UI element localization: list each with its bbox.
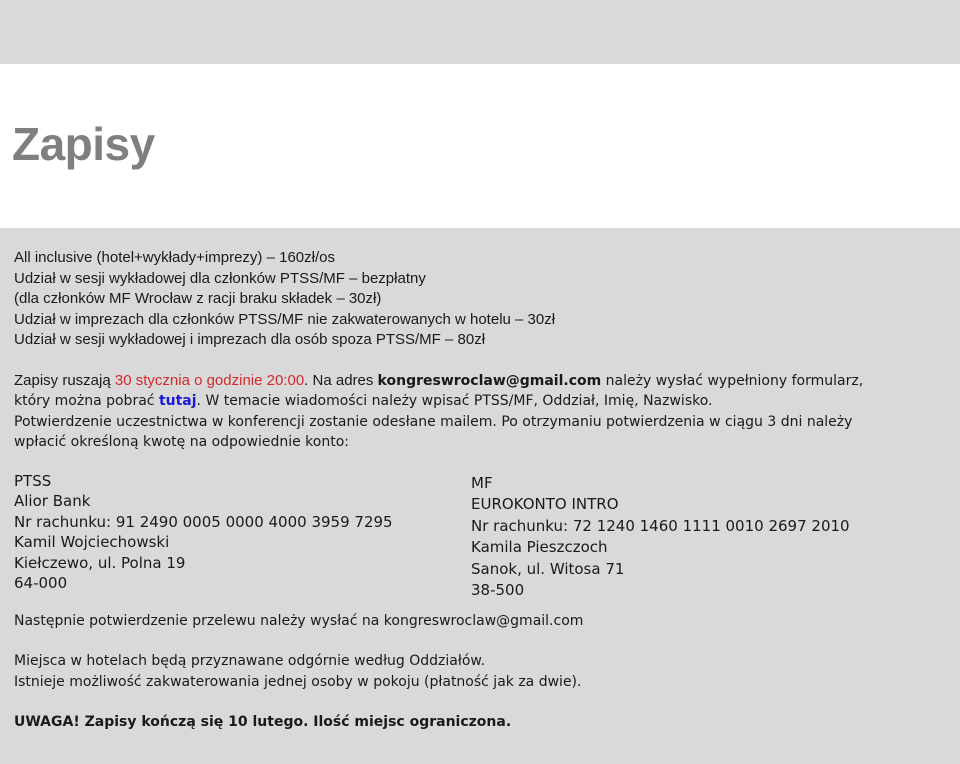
price-item: All inclusive (hotel+wykłady+imprezy) – 160zł/os — [14, 249, 335, 266]
account-line: Nr rachunku: 91 2490 0005 0000 4000 3959 7295 — [14, 512, 393, 531]
account-line: Nr rachunku: 72 1240 1460 1111 0010 2697 2010 — [471, 516, 850, 535]
accounts — [14, 471, 944, 601]
account-line: Kamil Wojciechowski — [14, 533, 170, 551]
price-item: Udział w imprezach dla członków PTSS/MF nie zakwaterowanych w hotelu – 30zł — [14, 310, 556, 328]
start-line-2 — [14, 391, 944, 412]
account-line: 64-000 — [14, 574, 68, 592]
account-line: Kiełczewo, ul. Polna 19 — [14, 553, 186, 572]
start-date: 30 stycznia o godzinie 20:00 — [114, 371, 305, 389]
start-suffix: należy wysłać wypełniony formularz, — [601, 372, 864, 389]
account-line: PTSS — [14, 471, 52, 490]
start-prefix: Zapisy ruszają — [14, 371, 115, 389]
content — [14, 248, 944, 733]
price-item: Udział w sesji wykładowej dla członków PTSS/MF – bezpłatny — [14, 269, 426, 287]
start-mid: . Na adres — [304, 371, 378, 389]
start-info — [14, 371, 944, 453]
account-line: EUROKONTO INTRO — [471, 495, 619, 513]
start-line-4: wpłacić określoną kwotę na odpowiednie konto: — [14, 434, 349, 450]
account-line: MF — [471, 473, 493, 492]
line2-prefix: który można pobrać — [14, 393, 159, 409]
start-line-1 — [14, 371, 944, 392]
account-line: Kamila Pieszczoch — [471, 538, 608, 556]
hotel-note: Miejsca w hotelach będą przyznawane odgórnie według Oddziałów. — [14, 653, 486, 669]
warning-note: UWAGA! Zapisy kończą się 10 lutego. Ilość miejsc ograniczona. — [14, 714, 512, 730]
price-item: Udział w sesji wykładowej i imprezach dla osób spoza PTSS/MF – 80zł — [14, 331, 486, 348]
hotel-note: Istnieje możliwość zakwaterowania jednej osoby w pokoju (płatność jak za dwie). — [14, 673, 582, 690]
confirmation-note: Następnie potwierdzenie przelewu należy wysłać na kongreswroclaw@gmail.com — [14, 612, 584, 629]
price-item: (dla członków MF Wrocław z racji braku składek – 30zł) — [14, 290, 382, 307]
line2-suffix: . W temacie wiadomości należy wpisać PTSS/MF, Oddział, Imię, Nazwisko. — [196, 393, 713, 409]
account-line: Alior Bank — [14, 492, 91, 510]
download-link[interactable]: tutaj — [158, 393, 197, 409]
email-address: kongreswroclaw@gmail.com — [377, 372, 602, 389]
price-list — [14, 248, 944, 351]
start-line-3: Potwierdzenie uczestnictwa w konferencji zostanie odesłane mailem. Po otrzymaniu potwierdzenia w ciągu 3 dni należy — [14, 413, 853, 430]
mf-account — [471, 473, 850, 602]
page-title: Zapisy — [12, 118, 155, 170]
account-line: Sanok, ul. Witosa 71 — [471, 559, 625, 578]
ptss-account — [14, 471, 393, 594]
account-line: 38-500 — [471, 581, 525, 599]
